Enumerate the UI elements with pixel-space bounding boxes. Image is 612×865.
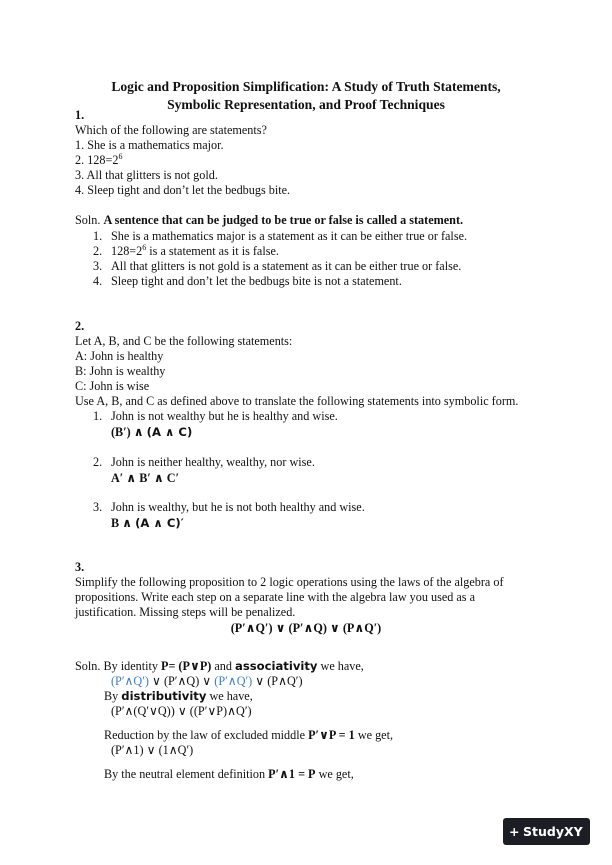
q3-distributivity-line <box>104 689 253 704</box>
q1-option-2-text: 2. 128=2 <box>75 153 119 167</box>
q1-answer-4-num: 4. <box>93 274 103 288</box>
title-line-1: Logic and Proposition Simplification: A Study of Truth Statements, <box>111 79 501 94</box>
q3-reduction-line <box>104 728 393 743</box>
q2-item-3-text: John is wealthy, but he is not both healthy and wise. <box>111 500 365 514</box>
q1-option-1: 1. She is a mathematics major. <box>75 138 224 152</box>
q1-option-3: 3. All that glitters is not gold. <box>75 168 218 182</box>
q3-soln-identity-pre: Soln. By identity <box>75 659 161 673</box>
q2-item-1-text: John is not wealthy but he is healthy and wise. <box>111 409 338 423</box>
q3-red-law: P′∨P = 1 <box>308 728 355 742</box>
q1-option-2-exponent: 6 <box>118 151 123 161</box>
q3-red-pre: Reduction by the law of excluded middle <box>104 728 309 742</box>
q1-answer-2-num: 2. <box>93 244 103 258</box>
q2-item-2-num: 2. <box>93 455 103 469</box>
q3-step-1-post: ∨ (P∧Q′) <box>252 674 303 688</box>
q3-soln-associativity: associativity <box>235 659 318 673</box>
q1-answer-3-text: All that glitters is not gold is a statement as it can be either true or false. <box>111 259 462 273</box>
q2-item-1-answer-b: (A ∧ C) <box>146 425 193 439</box>
q1-option-2 <box>75 153 122 168</box>
q3-dist-pre: By <box>104 689 122 703</box>
title-line-2: Symbolic Representation, and Proof Techniques <box>167 97 445 112</box>
q1-option-4: 4. Sleep tight and don’t let the bedbugs bite. <box>75 183 291 197</box>
q3-soln-identity <box>75 659 364 674</box>
q1-number: 1. <box>75 108 85 122</box>
q3-dist-law: distributivity <box>121 689 207 703</box>
q2-item-1 <box>93 409 338 424</box>
q3-expression: (P′∧Q′) ∨ (P′∧Q) ∨ (P∧Q′) <box>230 621 382 635</box>
q3-text-line-1: Simplify the following proposition to 2 logic operations using the laws of the algebra of <box>75 575 504 589</box>
q3-neu-pre: By the neutral element definition <box>104 767 269 781</box>
q1-soln-definition: A sentence that can be judged to be true or false is called a statement. <box>103 213 464 227</box>
q2-item-2-text: John is neither healthy, wealthy, nor wise. <box>111 455 315 469</box>
q1-solution-heading <box>75 213 463 228</box>
q3-step-1-highlight-b: (P′∧Q′) <box>214 674 253 688</box>
document-title <box>60 78 552 114</box>
q1-answer-2-exponent: 6 <box>142 242 147 252</box>
q1-answer-1 <box>93 229 467 244</box>
q1-question: Which of the following are statements? <box>75 123 267 137</box>
q1-answer-1-num: 1. <box>93 229 103 243</box>
q2-intro: Let A, B, and C be the following statements: <box>75 334 293 348</box>
q2-item-2 <box>93 455 315 470</box>
q3-step-1-highlight-a: (P′∧Q′) <box>111 674 149 688</box>
q3-red-post: we get, <box>354 728 394 742</box>
q3-step-3: (P′∧1) ∨ (1∧Q′) <box>111 743 194 757</box>
q2-item-3-answer-a: B ∧ <box>111 516 136 530</box>
q3-neu-law: P′∧1 = P <box>268 767 316 781</box>
q3-soln-identity-law: P= (P∨P) <box>161 659 212 673</box>
q2-item-1-answer <box>111 425 192 440</box>
q2-def-b: B: John is wealthy <box>75 364 166 378</box>
q3-soln-identity-mid: and <box>211 659 236 673</box>
q1-answer-3 <box>93 259 461 274</box>
q1-answer-3-num: 3. <box>93 259 103 273</box>
studyxy-logo <box>503 818 590 845</box>
q3-neutral-line <box>104 767 354 782</box>
q1-soln-prefix: Soln. <box>75 213 104 227</box>
q2-instruction: Use A, B, and C as defined above to translate the following statements into symbolic form. <box>75 394 519 408</box>
q3-step-1-mid: ∨ (P′∧Q) ∨ <box>148 674 215 688</box>
q3-soln-identity-post: we have, <box>317 659 364 673</box>
q2-def-c: C: John is wise <box>75 379 150 393</box>
q1-answer-1-text: She is a mathematics major is a statement as it can be either true or false. <box>111 229 468 243</box>
q3-neu-post: we get, <box>315 767 354 781</box>
q3-text-line-2: propositions. Write each step on a separate line with the algebra law you used as a <box>75 590 475 604</box>
q2-item-2-answer: A′ ∧ B′ ∧ C′ <box>111 471 179 485</box>
q3-step-2: (P′∧(Q′∨Q)) ∨ ((P′∨P)∧Q′) <box>111 704 252 718</box>
plus-icon: + <box>509 824 520 839</box>
logo-text: StudyXY <box>523 824 583 839</box>
q2-item-3-answer <box>111 516 184 531</box>
q1-answer-4-text: Sleep tight and don’t let the bedbugs bite is not a statement. <box>111 274 402 288</box>
q2-item-1-answer-a: (B′) ∧ <box>111 425 147 439</box>
q1-answer-2-pre: 128=2 <box>111 244 143 258</box>
q1-answer-2 <box>93 244 279 259</box>
q2-item-1-num: 1. <box>93 409 103 423</box>
q3-number: 3. <box>75 560 85 574</box>
q3-text-line-3: justification. Missing steps will be penalized. <box>75 605 296 619</box>
q3-step-1 <box>111 674 303 689</box>
q1-answer-2-post: is a statement as it is false. <box>146 244 279 258</box>
q2-item-3-num: 3. <box>93 500 103 514</box>
q2-item-3 <box>93 500 365 515</box>
q1-answer-4 <box>93 274 402 289</box>
q2-def-a: A: John is healthy <box>75 349 164 363</box>
q2-number: 2. <box>75 319 85 333</box>
q2-item-3-answer-b: (A ∧ C)′ <box>135 516 184 530</box>
q3-dist-post: we have, <box>206 689 253 703</box>
